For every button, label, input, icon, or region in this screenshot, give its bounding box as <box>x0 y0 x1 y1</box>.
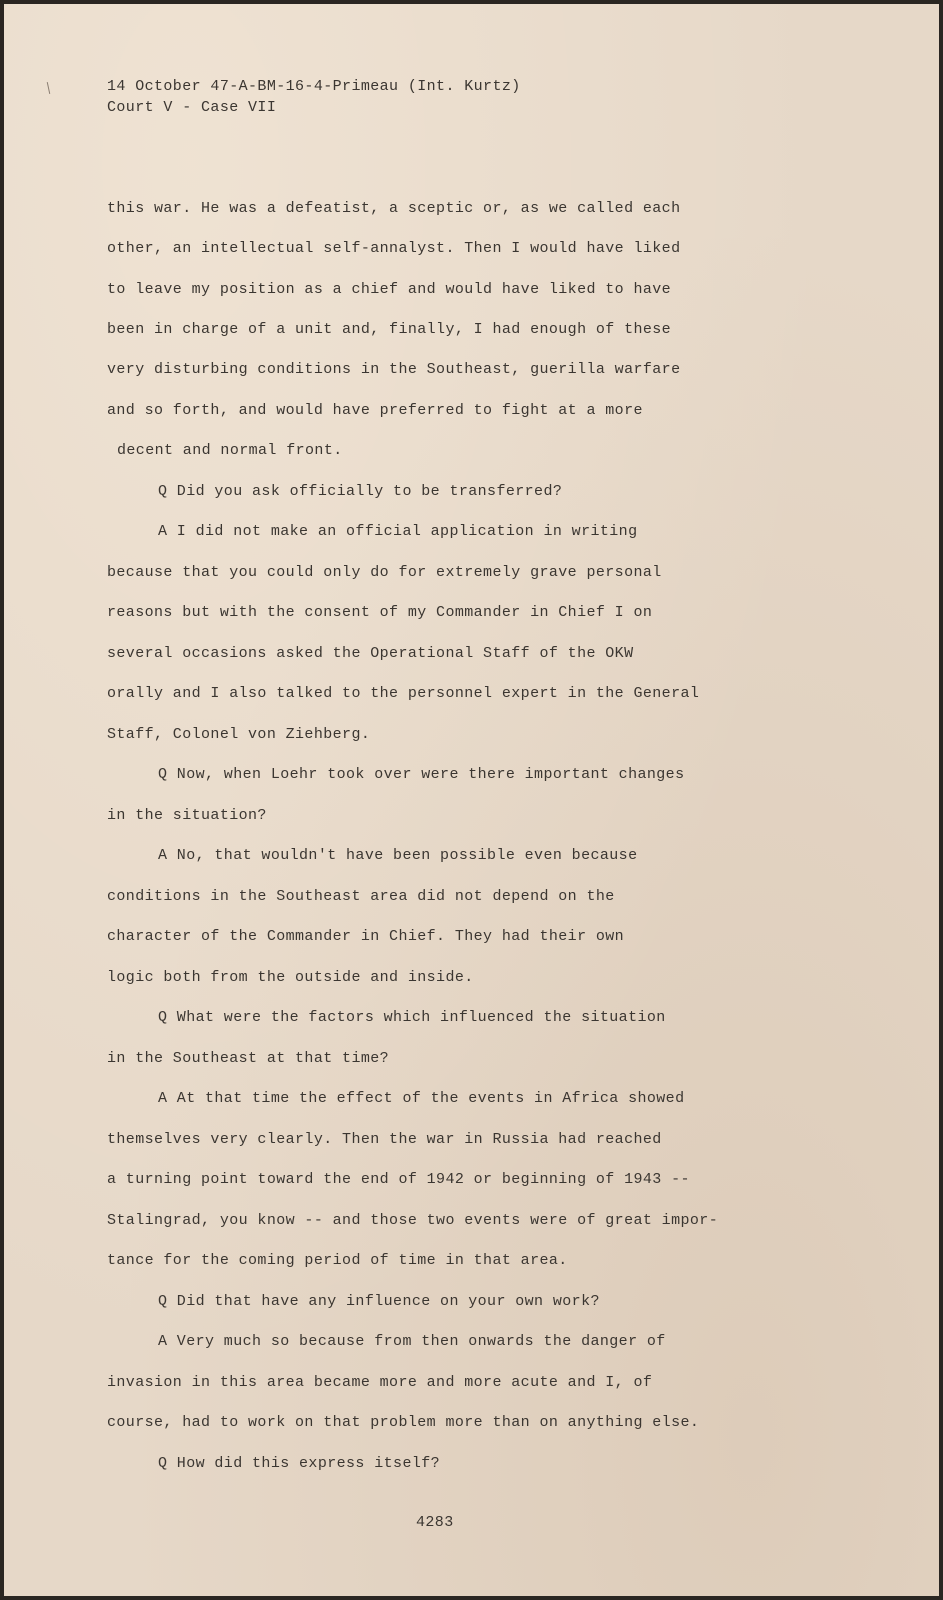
text-line: in the Southeast at that time? <box>107 1050 390 1067</box>
text-line: tance for the coming period of time in that area. <box>107 1252 568 1269</box>
question-line: Q Did that have any influence on your own work? <box>158 1293 600 1310</box>
text-line: this war. He was a defeatist, a sceptic or, as we called each <box>107 200 681 217</box>
text-line: and so forth, and would have preferred to fight at a more <box>107 402 643 419</box>
text-line: in the situation? <box>107 807 267 824</box>
text-line: course, had to work on that problem more than on anything else. <box>107 1414 700 1431</box>
page-number: 4283 <box>416 1514 454 1531</box>
answer-line: A I did not make an official application in writing <box>158 523 638 540</box>
header-line-2: Court V - Case VII <box>107 99 277 116</box>
text-line: very disturbing conditions in the Southeast, guerilla warfare <box>107 361 681 378</box>
question-line: Q What were the factors which influenced the situation <box>158 1009 666 1026</box>
text-line: character of the Commander in Chief. They had their own <box>107 928 625 945</box>
text-line: because that you could only do for extremely grave personal <box>107 564 662 581</box>
text-line: decent and normal front. <box>117 442 343 459</box>
text-line: conditions in the Southeast area did not depend on the <box>107 888 615 905</box>
text-line: reasons but with the consent of my Commander in Chief I on <box>107 604 653 621</box>
answer-line: A No, that wouldn't have been possible even because <box>158 847 638 864</box>
text-line: Staff, Colonel von Ziehberg. <box>107 726 371 743</box>
question-line: Q Now, when Loehr took over were there important changes <box>158 766 685 783</box>
text-line: a turning point toward the end of 1942 or beginning of 1943 -- <box>107 1171 690 1188</box>
text-line: Stalingrad, you know -- and those two events were of great impor- <box>107 1212 719 1229</box>
text-line: been in charge of a unit and, finally, I had enough of these <box>107 321 672 338</box>
text-line: several occasions asked the Operational Staff of the OKW <box>107 645 634 662</box>
header-line-1: 14 October 47-A-BM-16-4-Primeau (Int. Kurtz) <box>107 78 521 95</box>
margin-mark <box>47 82 50 94</box>
text-line: to leave my position as a chief and would have liked to have <box>107 281 672 298</box>
question-line: Q How did this express itself? <box>158 1455 441 1472</box>
document-page <box>4 4 939 1596</box>
answer-line: A Very much so because from then onwards the danger of <box>158 1333 666 1350</box>
answer-line: A At that time the effect of the events in Africa showed <box>158 1090 685 1107</box>
question-line: Q Did you ask officially to be transferred? <box>158 483 563 500</box>
text-line: orally and I also talked to the personnel expert in the General <box>107 685 700 702</box>
text-line: other, an intellectual self-annalyst. Then I would have liked <box>107 240 681 257</box>
text-line: themselves very clearly. Then the war in Russia had reached <box>107 1131 662 1148</box>
text-line: logic both from the outside and inside. <box>107 969 474 986</box>
document-header <box>107 76 521 118</box>
text-line: invasion in this area became more and more acute and I, of <box>107 1374 653 1391</box>
